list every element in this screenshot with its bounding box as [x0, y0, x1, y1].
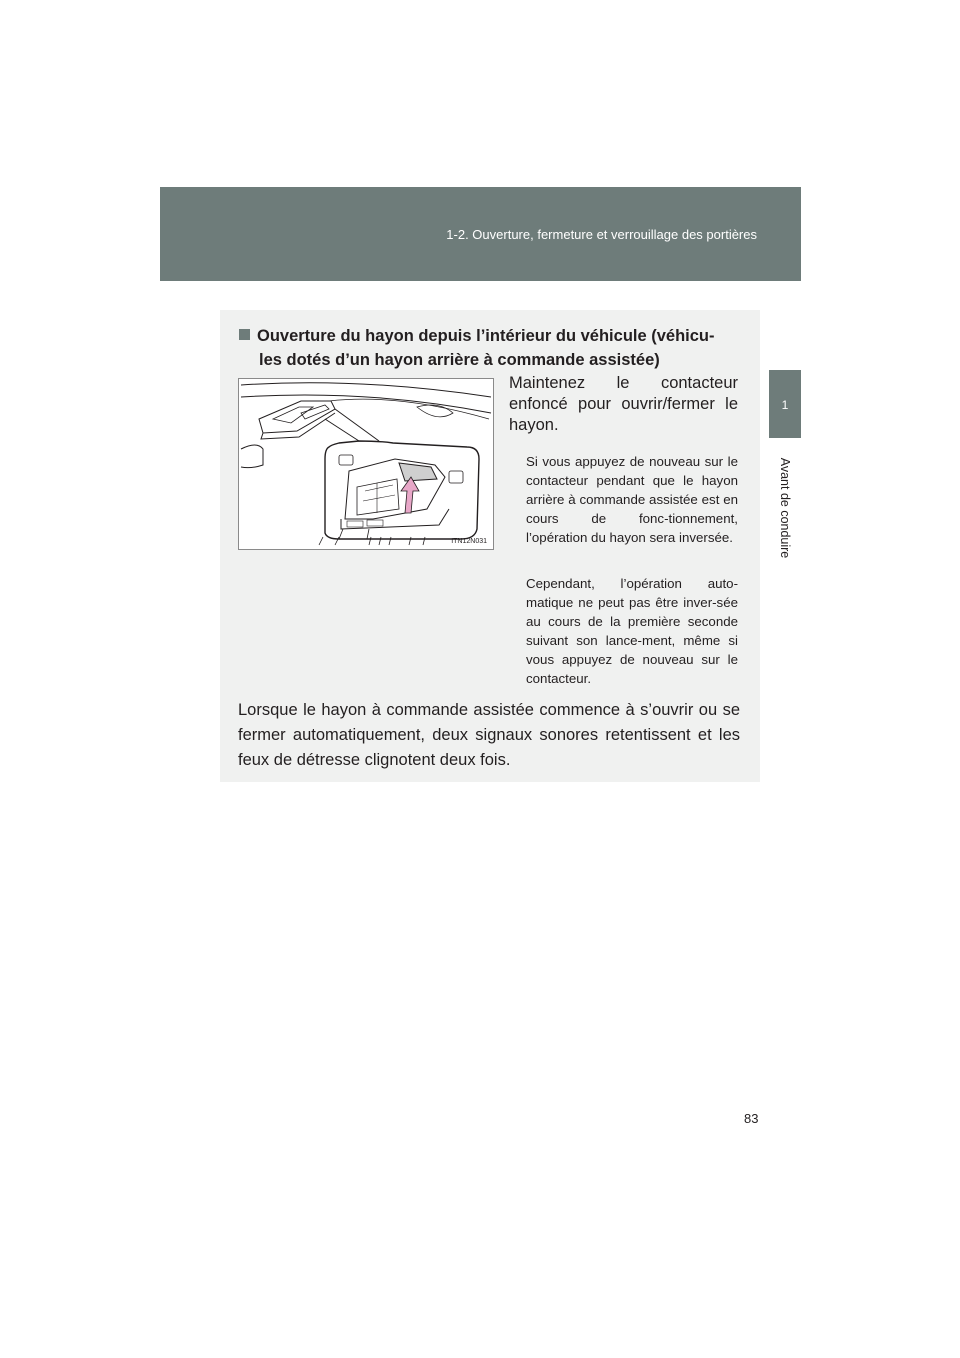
page-number: 83	[744, 1111, 759, 1126]
console-drawing	[239, 379, 493, 549]
overhead-console-illustration	[238, 378, 494, 550]
instruction-text: Maintenez le contacteur enfoncé pour ouvrir/fermer le hayon.	[509, 374, 738, 434]
chapter-label: Avant de conduire	[778, 457, 792, 559]
buzzer-paragraph: Lorsque le hayon à commande assistée commence à s’ouvrir ou se fermer automatiquement, deux signaux sonores retentissent et les feux de détresse clignotent deux fois.	[238, 701, 740, 769]
chapter-number: 1	[781, 398, 789, 412]
note-first-second: Cependant, l’opération auto-matique ne peut pas être inver-sée au cours de la première seconde suivant son lance-ment, même si vous appuyez de nouveau sur le contacteur.	[526, 576, 738, 686]
heading-line-1: Ouverture du hayon depuis l’intérieur du véhicule (véhicu-	[257, 327, 715, 345]
section-title: 1-2. Ouverture, fermeture et verrouillage des portières	[446, 227, 757, 242]
content-box	[220, 310, 760, 782]
section-header-bar	[160, 187, 801, 281]
chapter-tab	[769, 370, 801, 438]
heading-line-2: les dotés d’un hayon arrière à commande assistée)	[259, 351, 660, 369]
section-heading	[239, 324, 741, 372]
illustration-code: ITN12N031	[451, 538, 487, 545]
square-bullet-icon	[239, 329, 250, 340]
note-reverse-operation: Si vous appuyez de nouveau sur le contacteur pendant que le hayon arrière à commande assistée est en cours de fonc-tionnement, l’opération du hayon sera inversée.	[526, 454, 738, 545]
